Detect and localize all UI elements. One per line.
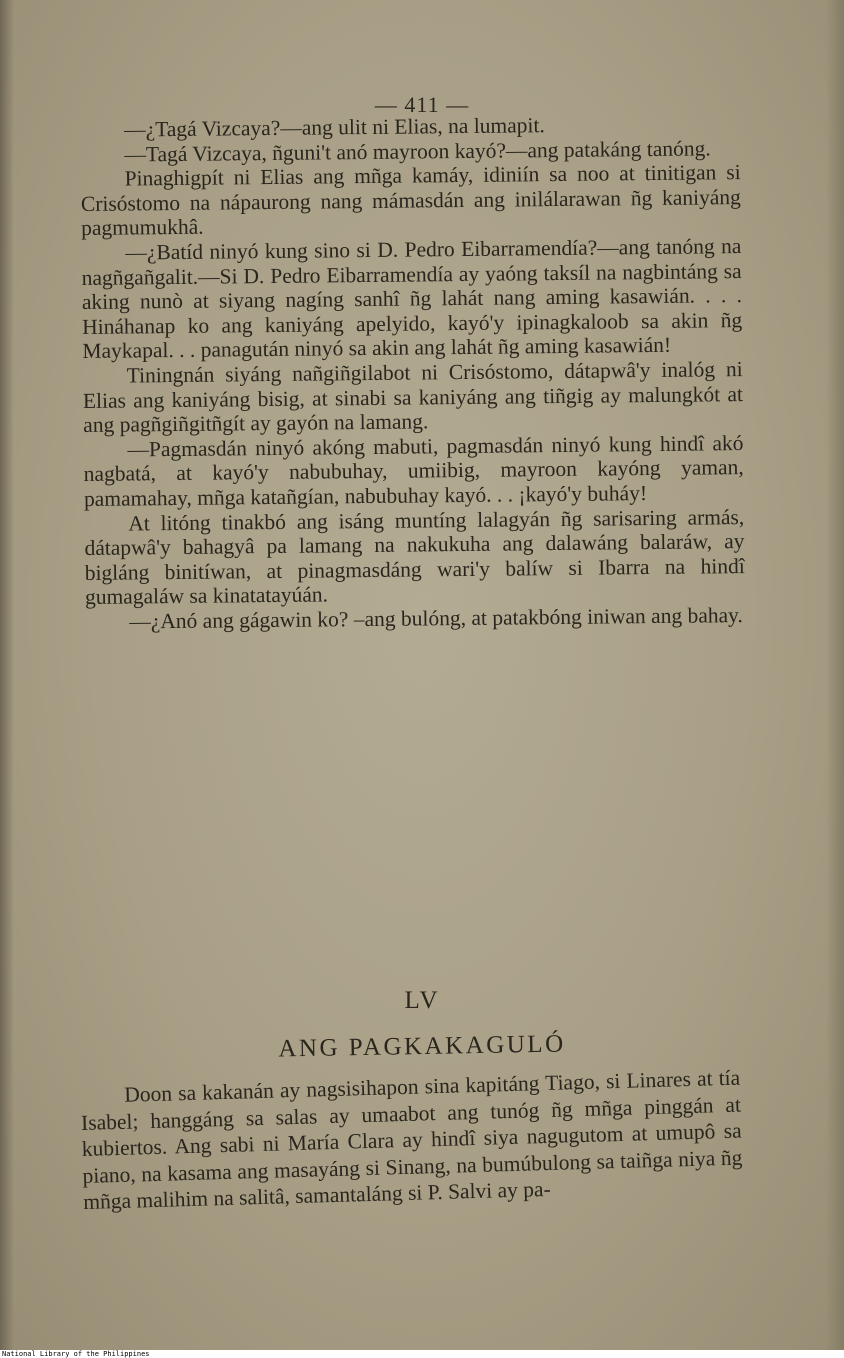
page-number: — 411 — xyxy=(374,92,470,117)
paragraph: —¿Batíd ninyó kung sino si D. Pedro Eibarramendía?—ang tanóng na nagñgañgalit.—Si D. Pedro Eibarramendía ay yaóng taksíl na nagbintáng sa aking nunò at siyang nagíng sanhî ñg lahát nang aming kasawián. . . . Hináhanap ko ang kaniyáng apelyido, kayó'y ipinagkaloob sa akin ñg Maykapal. . . panagután ninyó sa akin ang lahát ñg aming kasawián! xyxy=(81,234,743,364)
chapter-number: LV xyxy=(404,987,440,1014)
paragraph: Tiningnán siyáng nañgiñgilabot ni Crisóstomo, dátapwâ'y inalóg ni Elias ang kaniyáng bisig, at sinabi sa kaniyáng ang tiñgig ay malungkót at ang pagñgiñgitñgít ay gayón na lamang. xyxy=(82,357,744,438)
paragraph: Pinaghigpít ni Elias ang mñga kamáy, idiniín sa noo at tinitigan si Crisóstomo na nápaurong nang mámasdán ang inilálarawan ñg kaniyáng pagmumukhâ. xyxy=(80,160,741,241)
chapter-body-text xyxy=(80,111,745,634)
paragraph: At litóng tinakbó ang isáng muntíng lalagyán ñg sarisaring armás, dátapwâ'y bahagyâ pa lamang na nakukuha ang dalawáng balaráw, ay bigláng binitíwan, at pinagmasdáng wari'y balíw si Ibarra na hindî gumagaláw sa kinatatayúán. xyxy=(84,504,745,610)
paragraph: —Pagmasdán ninyó akóng mabuti, pagmasdán ninyó kung hindî akó nagbatá, at kayó'y nabubuhay, umiibig, mayroon kayóng yaman, pamamahay, mñga katañgían, nabubuhay kayó. . . ¡kayó'y buháy! xyxy=(83,430,744,511)
paragraph: —Tagá Vizcaya, ñguni't anó mayroon kayó?—ang patakáng tanóng. xyxy=(124,135,711,167)
paragraph: —¿Tagá Vizcaya?—ang ulit ni Elias, na lumapit. xyxy=(123,113,545,142)
paragraph: Doon sa kakanán ay nagsisihapon sina kapitáng Tiago, si Linares at tía Isabel; hanggáng sa salas ay umaabot ang tunóg ñg mñga pinggán at kubiertos. Ang sabi ni María Clara ay hindî siya nagugutom at umupô sa piano, na kasama ang masayáng si Sinang, na bumúbulong sa taiñga niya ñg mñga malihim na salitâ, samantaláng si P. Salvi ay pa- xyxy=(80,1065,743,1214)
paragraph: —¿Anó ang gágawin ko? –ang bulóng, at patakbóng iniwan ang bahay. xyxy=(129,602,743,634)
new-chapter-text xyxy=(80,1065,743,1216)
library-credit: National Library of the Philippines xyxy=(2,1350,150,1358)
chapter-title: ANG PAGKAKAGULÓ xyxy=(278,1030,566,1063)
